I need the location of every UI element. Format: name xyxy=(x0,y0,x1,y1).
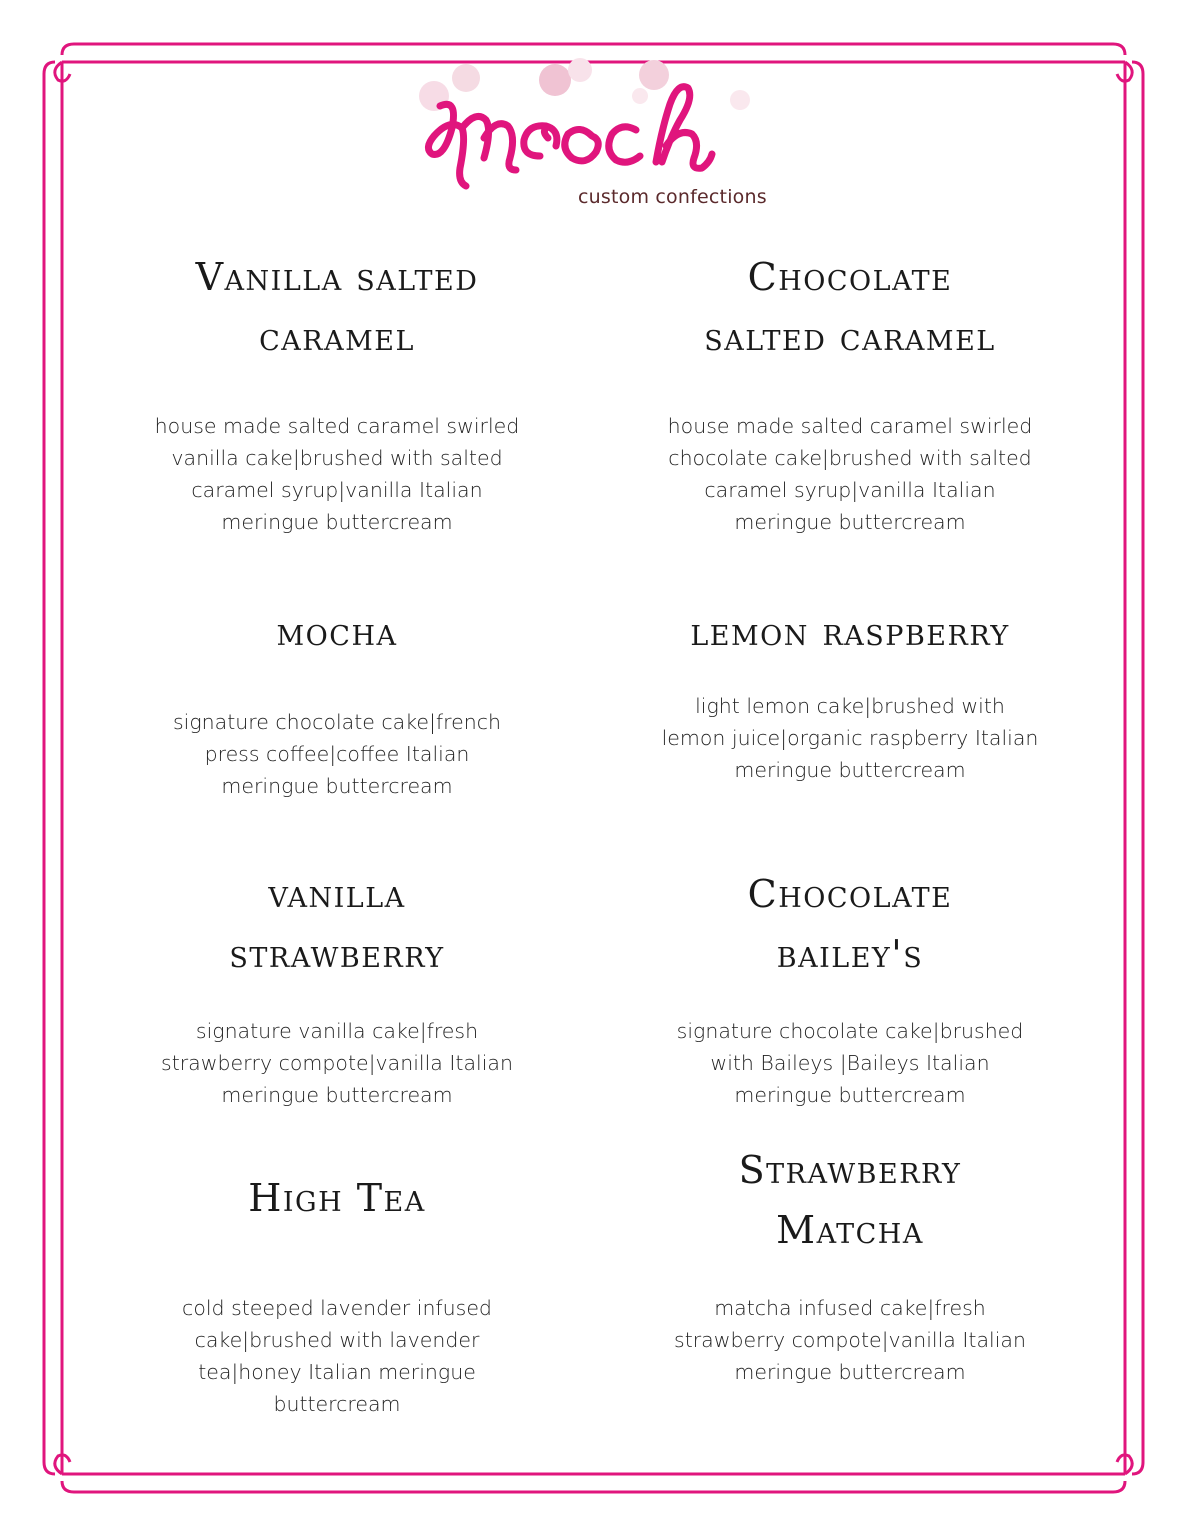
flavor-name: lemon raspberry xyxy=(690,610,1010,654)
flavor-name: Vanilla salted caramel xyxy=(195,255,479,359)
brand-tagline: custom confections xyxy=(578,186,767,208)
flavor-description: house made salted caramel swirled chocolate cake|brushed with salted caramel syrup|vanilla Italian meringue buttercream xyxy=(667,414,1033,534)
flavor-description: light lemon cake|brushed with lemon juice|organic raspberry Italian meringue buttercream xyxy=(661,694,1039,782)
flavor-name: High Tea xyxy=(248,1176,426,1220)
flavor-description: house made salted caramel swirled vanilla cake|brushed with salted caramel syrup|vanilla Italian meringue buttercream xyxy=(154,414,520,534)
brand-logo xyxy=(400,58,800,218)
flavor-name: Strawberry Matcha xyxy=(738,1148,962,1252)
flavor-description: matcha infused cake|fresh strawberry compote|vanilla Italian meringue buttercream xyxy=(674,1296,1026,1384)
flavor-description: cold steeped lavender infused cake|brushed with lavender tea|honey Italian meringue buttercream xyxy=(182,1296,492,1416)
flavor-name: Chocolate bailey's xyxy=(747,872,953,976)
bubbles-decoration xyxy=(419,58,750,111)
flavor-name: Chocolate salted caramel xyxy=(704,255,996,359)
flavor-description: signature vanilla cake|fresh strawberry compote|vanilla Italian meringue buttercream xyxy=(161,1019,513,1107)
wordmark-mooch xyxy=(428,87,712,186)
flavor-name: mocha xyxy=(276,610,398,654)
flavor-description: signature chocolate cake|french press coffee|coffee Italian meringue buttercream xyxy=(173,710,501,798)
flavor-name: vanilla strawberry xyxy=(229,872,445,976)
flavor-description: signature chocolate cake|brushed with Baileys |Baileys Italian meringue buttercream xyxy=(676,1019,1024,1107)
